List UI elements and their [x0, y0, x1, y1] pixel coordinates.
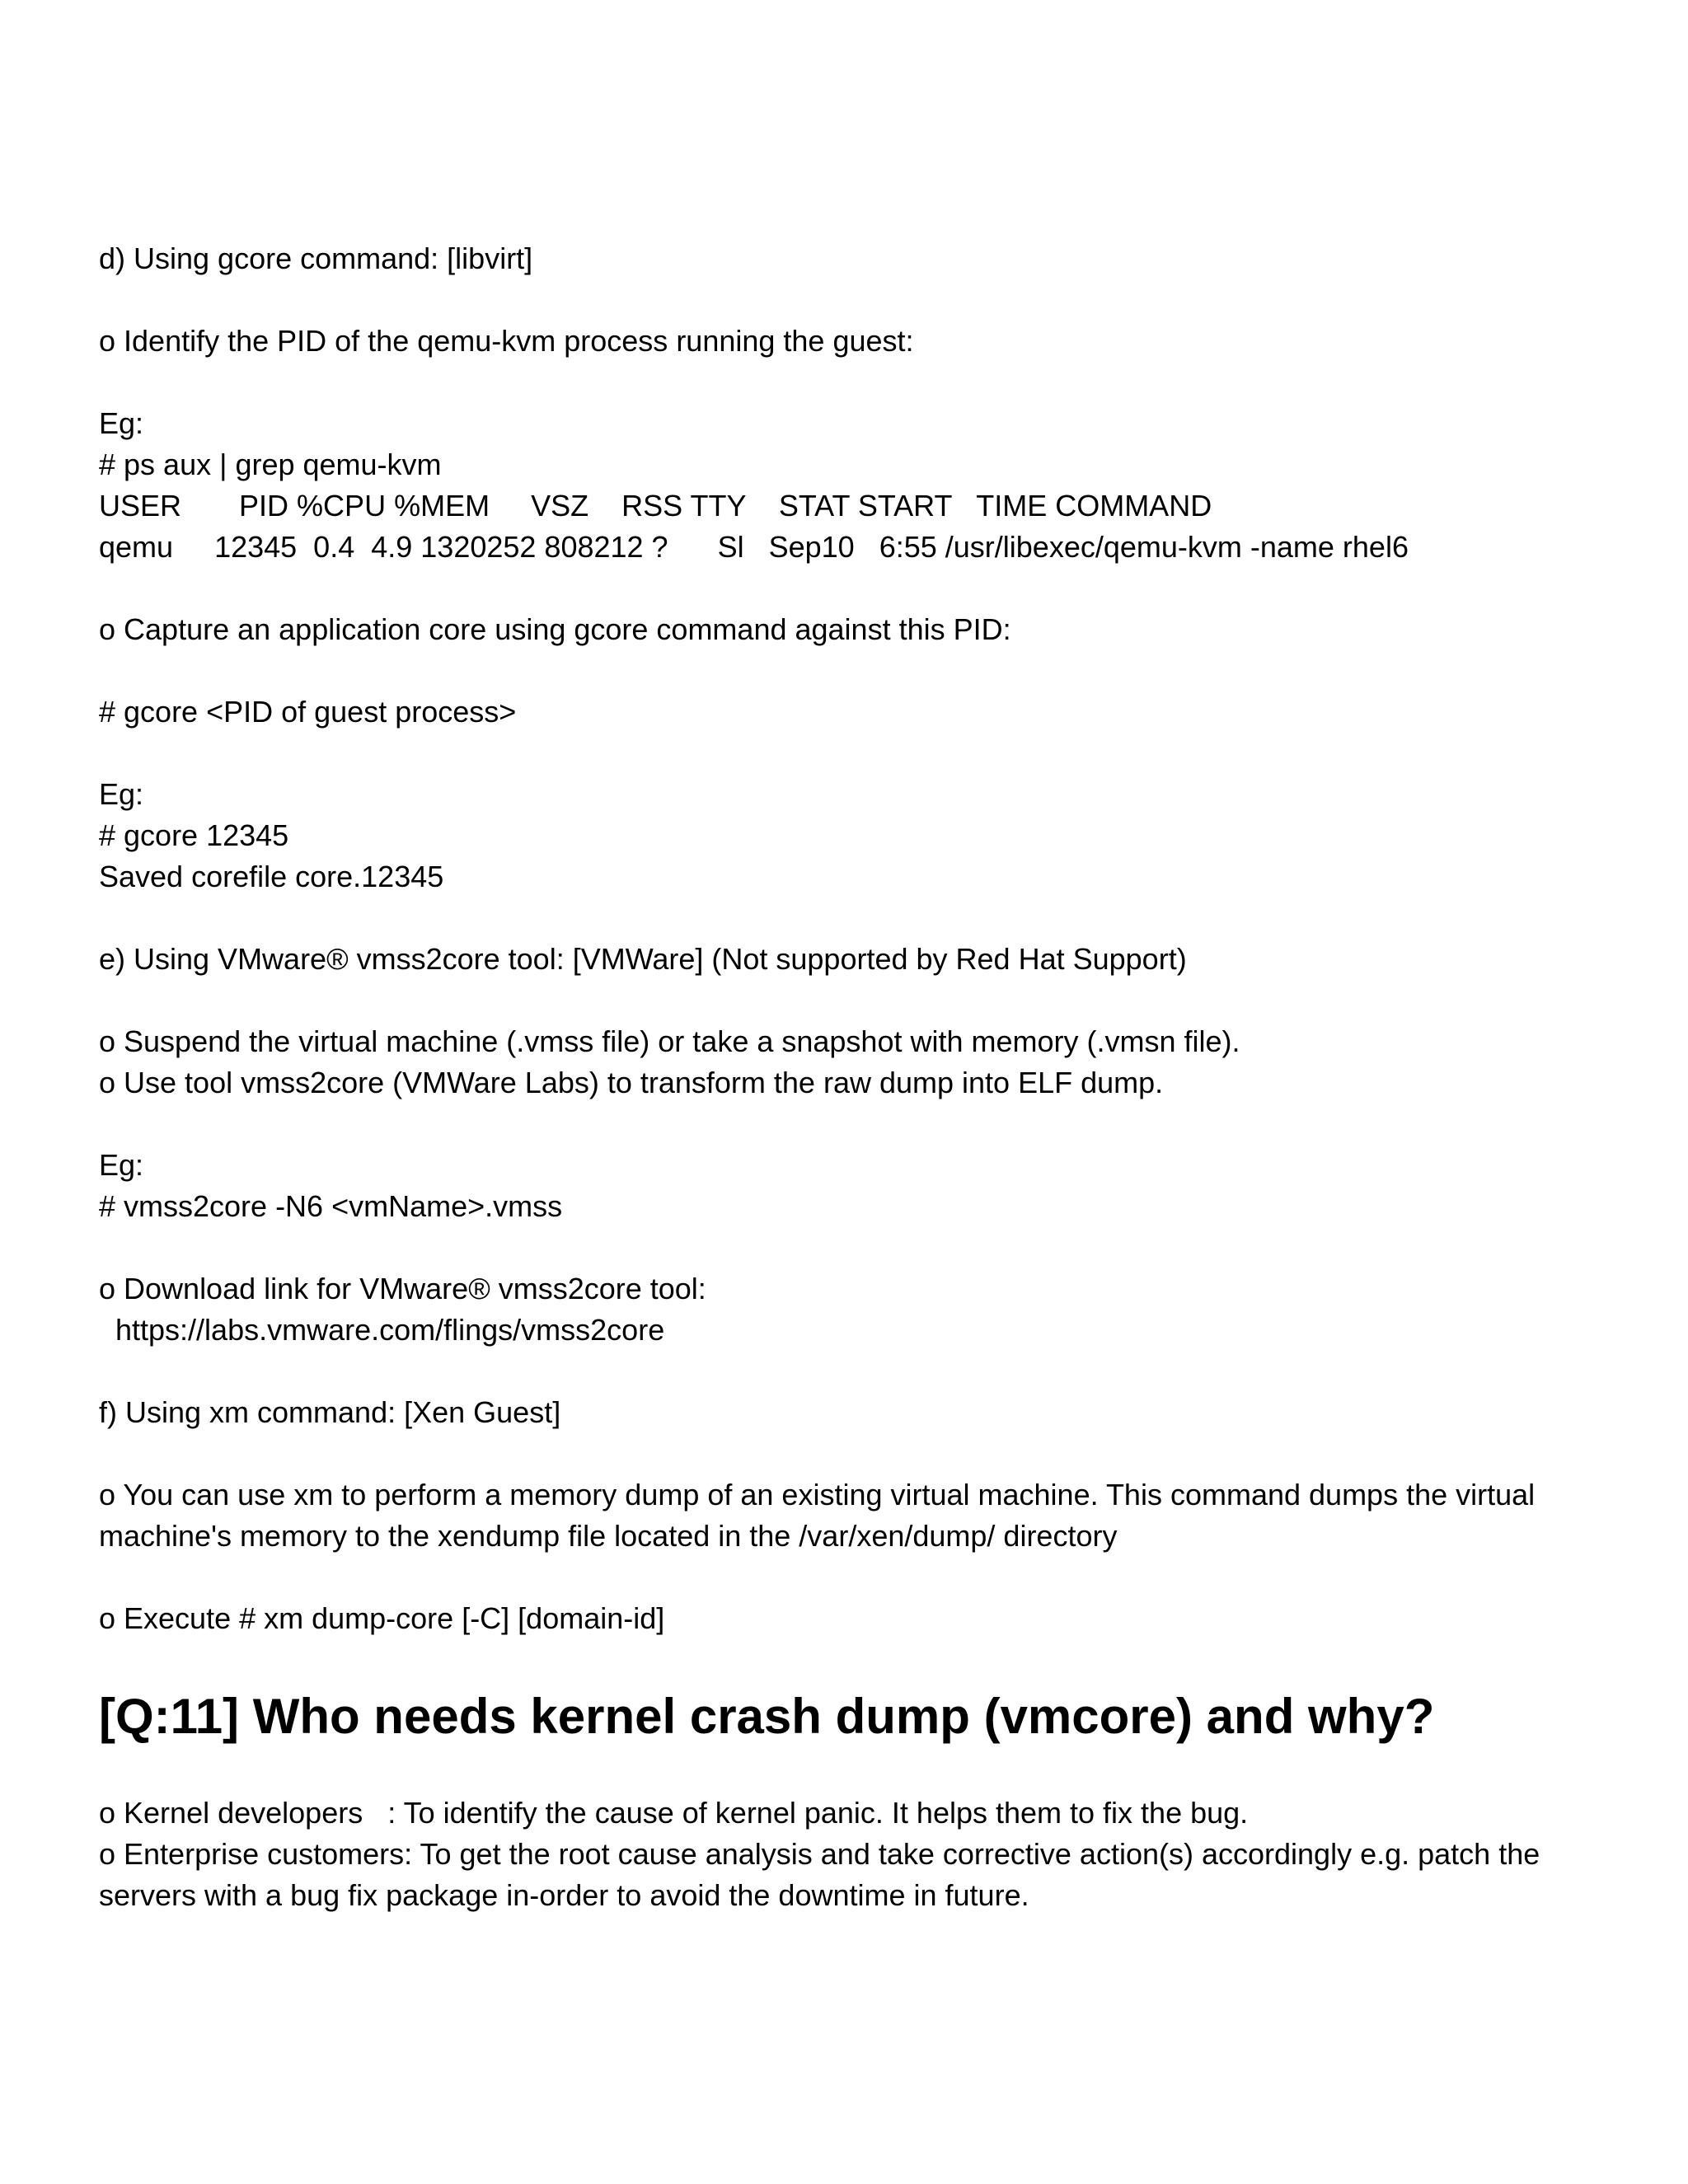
section-e-title: e) Using VMware® vmss2core tool: [VMWare] (Not supported by Red Hat Support): [99, 942, 1187, 976]
vmss2core-command: # vmss2core -N6 <vmName>.vmss: [99, 1189, 563, 1223]
q11-item-enterprise-customers: o Enterprise customers: To get the root cause analysis and take corrective action(s) accordingly e.g. patch the servers with a bug fix package in-order to avoid the downtime in future.: [99, 1837, 1540, 1912]
q11-heading: [Q:11] Who needs kernel crash dump (vmcore) and why?: [99, 1689, 1435, 1744]
example-label: Eg:: [99, 406, 144, 440]
gcore-syntax: # gcore <PID of guest process>: [99, 695, 517, 729]
spacer: [99, 279, 1599, 321]
section-e-step-transform: o Use tool vmss2core (VMWare Labs) to transform the raw dump into ELF dump.: [99, 1066, 1164, 1099]
ps-output-header: USER PID %CPU %MEM VSZ RSS TTY STAT START TIME COMMAND: [99, 489, 1212, 523]
ps-output-row: qemu 12345 0.4 4.9 1320252 808212 ? Sl Sep10 6:55 /usr/libexec/qemu-kvm -name rhel6: [99, 530, 1409, 564]
gcore-output: Saved corefile core.12345: [99, 860, 444, 893]
section-f-step-execute: o Execute # xm dump-core [-C] [domain-id]: [99, 1601, 665, 1635]
q11-item-kernel-developers: o Kernel developers : To identify the cause of kernel panic. It helps them to fix the bug.: [99, 1796, 1249, 1830]
spacer: [99, 1227, 1599, 1268]
section-d-title: d) Using gcore command: [libvirt]: [99, 241, 533, 275]
example-label: Eg:: [99, 1148, 144, 1182]
example-label: Eg:: [99, 777, 144, 811]
section-f-step-memory-dump: o You can use xm to perform a memory dump of an existing virtual machine. This command dumps the virtual machine's memory to the xendump file located in the /var/xen/dump/ directory: [99, 1478, 1536, 1553]
ps-command: # ps aux | grep qemu-kvm: [99, 448, 442, 481]
spacer: [99, 980, 1599, 1021]
download-label: o Download link for VMware® vmss2core tool:: [99, 1272, 706, 1305]
spacer: [99, 1104, 1599, 1145]
spacer: [99, 898, 1599, 939]
spacer: [99, 568, 1599, 609]
spacer: [99, 1433, 1599, 1474]
section-d-step-capture-core: o Capture an application core using gcore command against this PID:: [99, 612, 1011, 646]
spacer: [99, 650, 1599, 691]
spacer: [99, 362, 1599, 403]
spacer: [99, 1557, 1599, 1598]
spacer: [99, 1351, 1599, 1392]
section-d-step-identify-pid: o Identify the PID of the qemu-kvm process running the guest:: [99, 324, 914, 358]
section-f-title: f) Using xm command: [Xen Guest]: [99, 1395, 561, 1429]
download-link[interactable]: https://labs.vmware.com/flings/vmss2core: [99, 1313, 665, 1347]
spacer: [99, 733, 1599, 774]
section-e-step-suspend: o Suspend the virtual machine (.vmss file) or take a snapshot with memory (.vmsn file).: [99, 1024, 1240, 1058]
document-page: [99, 238, 1599, 1916]
gcore-command: # gcore 12345: [99, 818, 289, 852]
